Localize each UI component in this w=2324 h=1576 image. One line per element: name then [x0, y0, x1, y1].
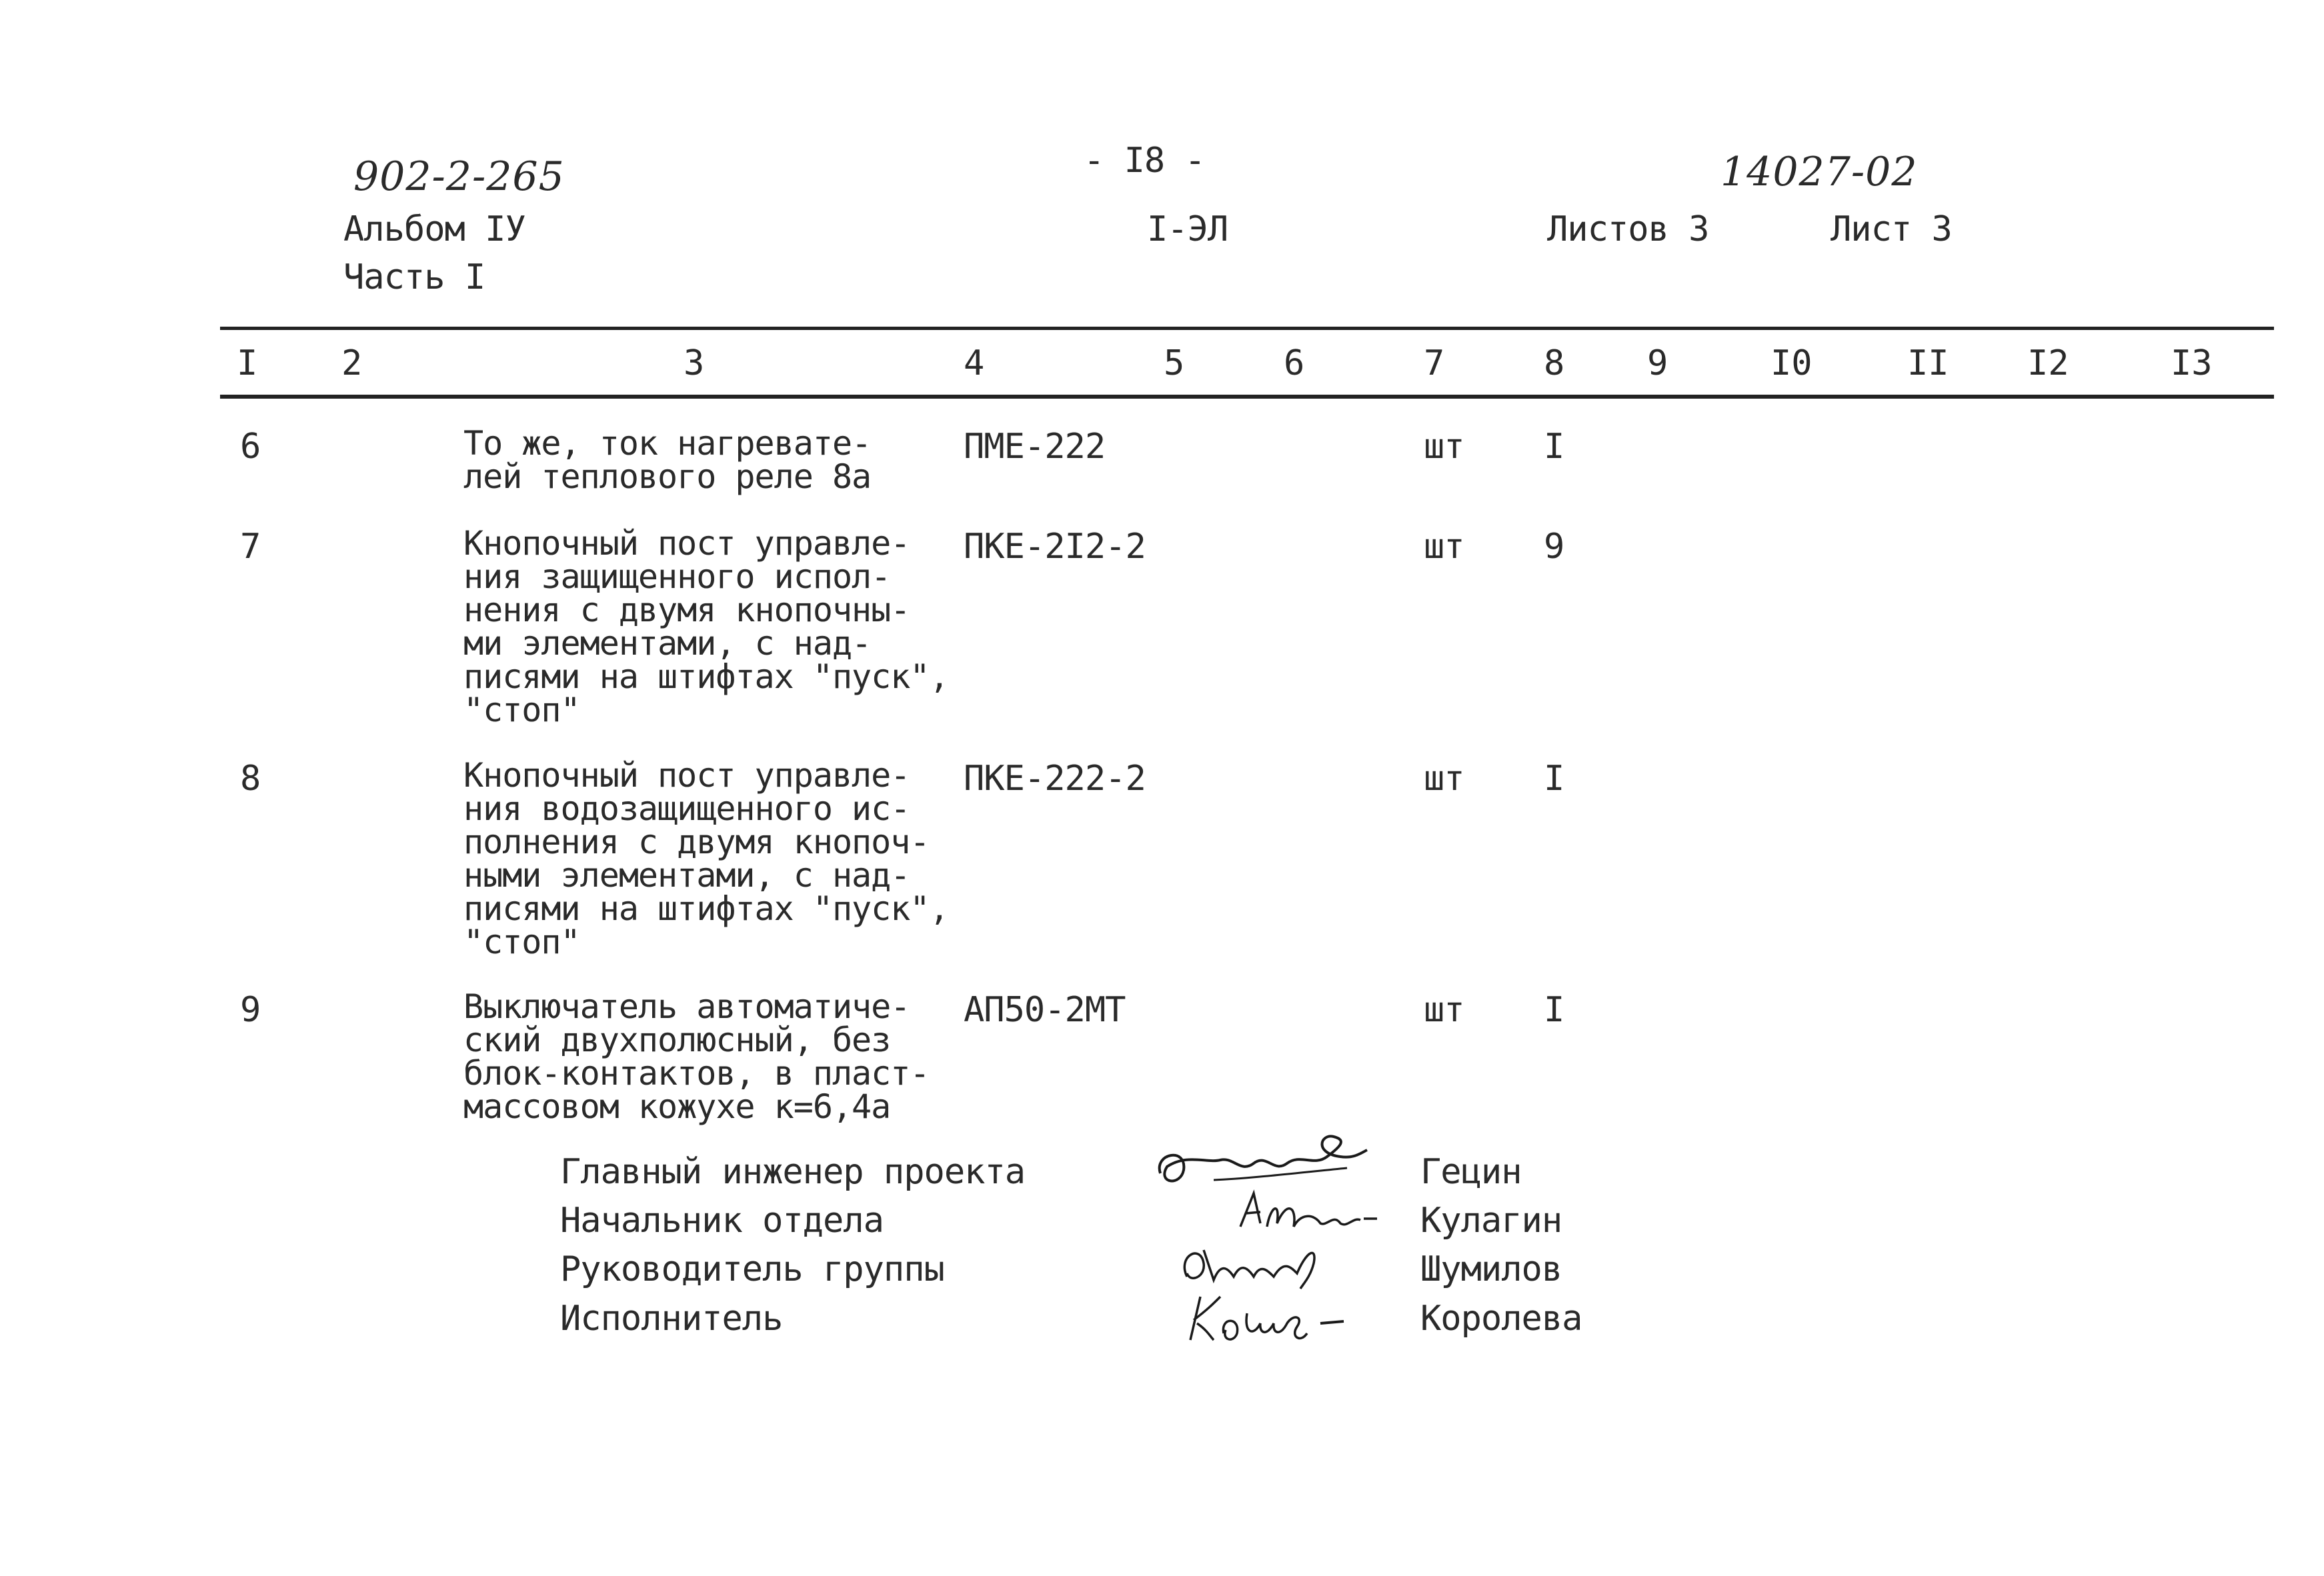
column-number: 4: [964, 343, 985, 383]
signature-name: Кулагин: [1420, 1201, 1562, 1241]
part-label: Часть I: [343, 257, 485, 297]
row-type: ПКЕ-222-2: [964, 759, 1146, 799]
row-type: ПКЕ-2I2-2: [964, 527, 1146, 567]
row-number: 8: [240, 759, 261, 799]
handwritten-signature: [1234, 1187, 1380, 1240]
column-number: II: [1907, 343, 1949, 383]
album-label: Альбом IУ: [343, 209, 525, 249]
row-quantity: I: [1544, 759, 1564, 799]
row-description: Кнопочный пост управле- ния защищенного испол- нения с двумя кнопочны- ми элементами, с над- писями на штифтах "пуск", "стоп": [463, 524, 949, 729]
column-number: 9: [1647, 343, 1668, 383]
row-number: 6: [240, 427, 261, 467]
row-description: Кнопочный пост управле- ния водозащищенного ис- полнения с двумя кнопоч- ными элементами, с над- писями на штифтах "пуск", "стоп": [463, 756, 949, 961]
row-quantity: I: [1544, 427, 1564, 467]
column-number: 7: [1424, 343, 1445, 383]
table-header-rule: [220, 395, 2274, 399]
column-number: I2: [2027, 343, 2069, 383]
column-number: I0: [1771, 343, 1813, 383]
column-number: 8: [1544, 343, 1565, 383]
row-quantity: I: [1544, 990, 1564, 1030]
signature-role: Начальник отдела: [560, 1201, 884, 1241]
signature-name: Королева: [1420, 1299, 1582, 1339]
signature-role: Главный инженер проекта: [560, 1152, 1026, 1192]
project-code: 902-2-265: [353, 153, 565, 200]
row-number: 7: [240, 527, 261, 567]
column-number: 5: [1164, 343, 1185, 383]
table-top-rule: [220, 327, 2274, 330]
sheets-total: Листов 3: [1547, 209, 1709, 249]
sheet-number: Лист 3: [1831, 209, 1952, 249]
document-code: 14027-02: [1720, 149, 1918, 195]
section-code: I-ЭЛ: [1147, 209, 1228, 249]
column-number: 6: [1284, 343, 1305, 383]
row-unit: шт: [1424, 427, 1464, 467]
row-unit: шт: [1424, 759, 1464, 799]
signature-name: Шумилов: [1420, 1249, 1562, 1289]
row-description: Выключатель автоматиче- ский двухполюсный, без блок-контактов, в пласт- массовом кожухе к=6,4а: [463, 987, 930, 1126]
column-number: 3: [684, 343, 705, 383]
column-number: 2: [341, 343, 363, 383]
column-number: I: [237, 343, 258, 383]
handwritten-signature: [1174, 1287, 1360, 1347]
row-type: АП50-2МТ: [964, 990, 1126, 1030]
page-number: - I8 -: [1084, 141, 1205, 181]
column-number: I3: [2171, 343, 2213, 383]
signature-role: Исполнитель: [560, 1299, 783, 1339]
row-type: ПМЕ-222: [964, 427, 1106, 467]
row-unit: шт: [1424, 527, 1464, 567]
row-number: 9: [240, 990, 261, 1030]
handwritten-signature: [1174, 1237, 1347, 1290]
signature-name: Гецин: [1420, 1152, 1522, 1192]
row-unit: шт: [1424, 990, 1464, 1030]
row-quantity: 9: [1544, 527, 1564, 567]
signature-role: Руководитель группы: [560, 1249, 944, 1289]
row-description: То же, ток нагревате- лей теплового реле 8а: [463, 424, 872, 496]
